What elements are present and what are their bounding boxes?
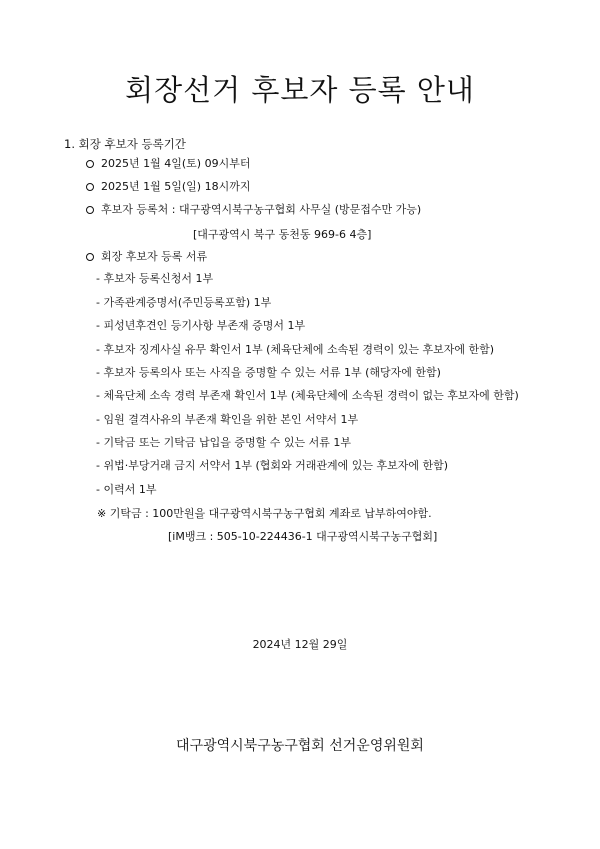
document-item: - 피성년후견인 등기사항 부존재 증명서 1부 [96, 319, 306, 332]
period-end-text: 2025년 1월 5일(일) 18시까지 [101, 180, 251, 193]
document-item: - 후보자 징계사실 유무 확인서 1부 (체육단체에 소속된 경력이 있는 후보자에 한함) [96, 343, 495, 356]
period-end-line [86, 180, 250, 194]
circle-bullet-icon [86, 253, 94, 261]
registration-place-text: 후보자 등록처 : 대구광역시북구농구협회 사무실 (방문접수만 가능) [101, 203, 422, 216]
document-item: - 기탁금 또는 기탁금 납입을 증명할 수 있는 서류 1부 [96, 436, 351, 449]
deposit-note: ※ 기탁금 : 100만원을 대구광역시북구농구협회 계좌로 납부하여야함. [97, 507, 432, 520]
document-date: 2024년 12월 29일 [252, 638, 348, 651]
bank-account: [iM뱅크 : 505-10-224436-1 대구광역시북구농구협회] [168, 530, 438, 543]
document-item: - 가족관계증명서(주민등록포함) 1부 [96, 296, 272, 309]
page-title: 회장선거 후보자 등록 안내 [125, 73, 475, 107]
document-item: - 후보자 등록의사 또는 사직을 증명할 수 있는 서류 1부 (해당자에 한함) [96, 366, 441, 379]
organization-name: 대구광역시북구농구협회 선거운영위원회 [176, 738, 424, 754]
document-item: - 위법·부당거래 금지 서약서 1부 (협회와 거래관계에 있는 후보자에 한함) [96, 459, 449, 472]
section-heading: 1. 회장 후보자 등록기간 [64, 137, 186, 151]
documents-heading-text: 회장 후보자 등록 서류 [101, 250, 208, 263]
document-item: - 체육단체 소속 경력 부존재 확인서 1부 (체육단체에 소속된 경력이 없는 후보자에 한함) [96, 389, 519, 402]
period-start-text: 2025년 1월 4일(토) 09시부터 [101, 157, 251, 170]
registration-place-line [86, 203, 421, 217]
registration-address: [대구광역시 북구 동천동 969-6 4층] [193, 228, 372, 241]
circle-bullet-icon [86, 160, 94, 168]
document-item: - 임원 결격사유의 부존재 확인을 위한 본인 서약서 1부 [96, 413, 359, 426]
period-start-line [86, 157, 250, 171]
documents-heading-line [86, 250, 207, 264]
document-item: - 이력서 1부 [96, 483, 157, 496]
document-item: - 후보자 등록신청서 1부 [96, 272, 214, 285]
circle-bullet-icon [86, 183, 94, 191]
circle-bullet-icon [86, 206, 94, 214]
